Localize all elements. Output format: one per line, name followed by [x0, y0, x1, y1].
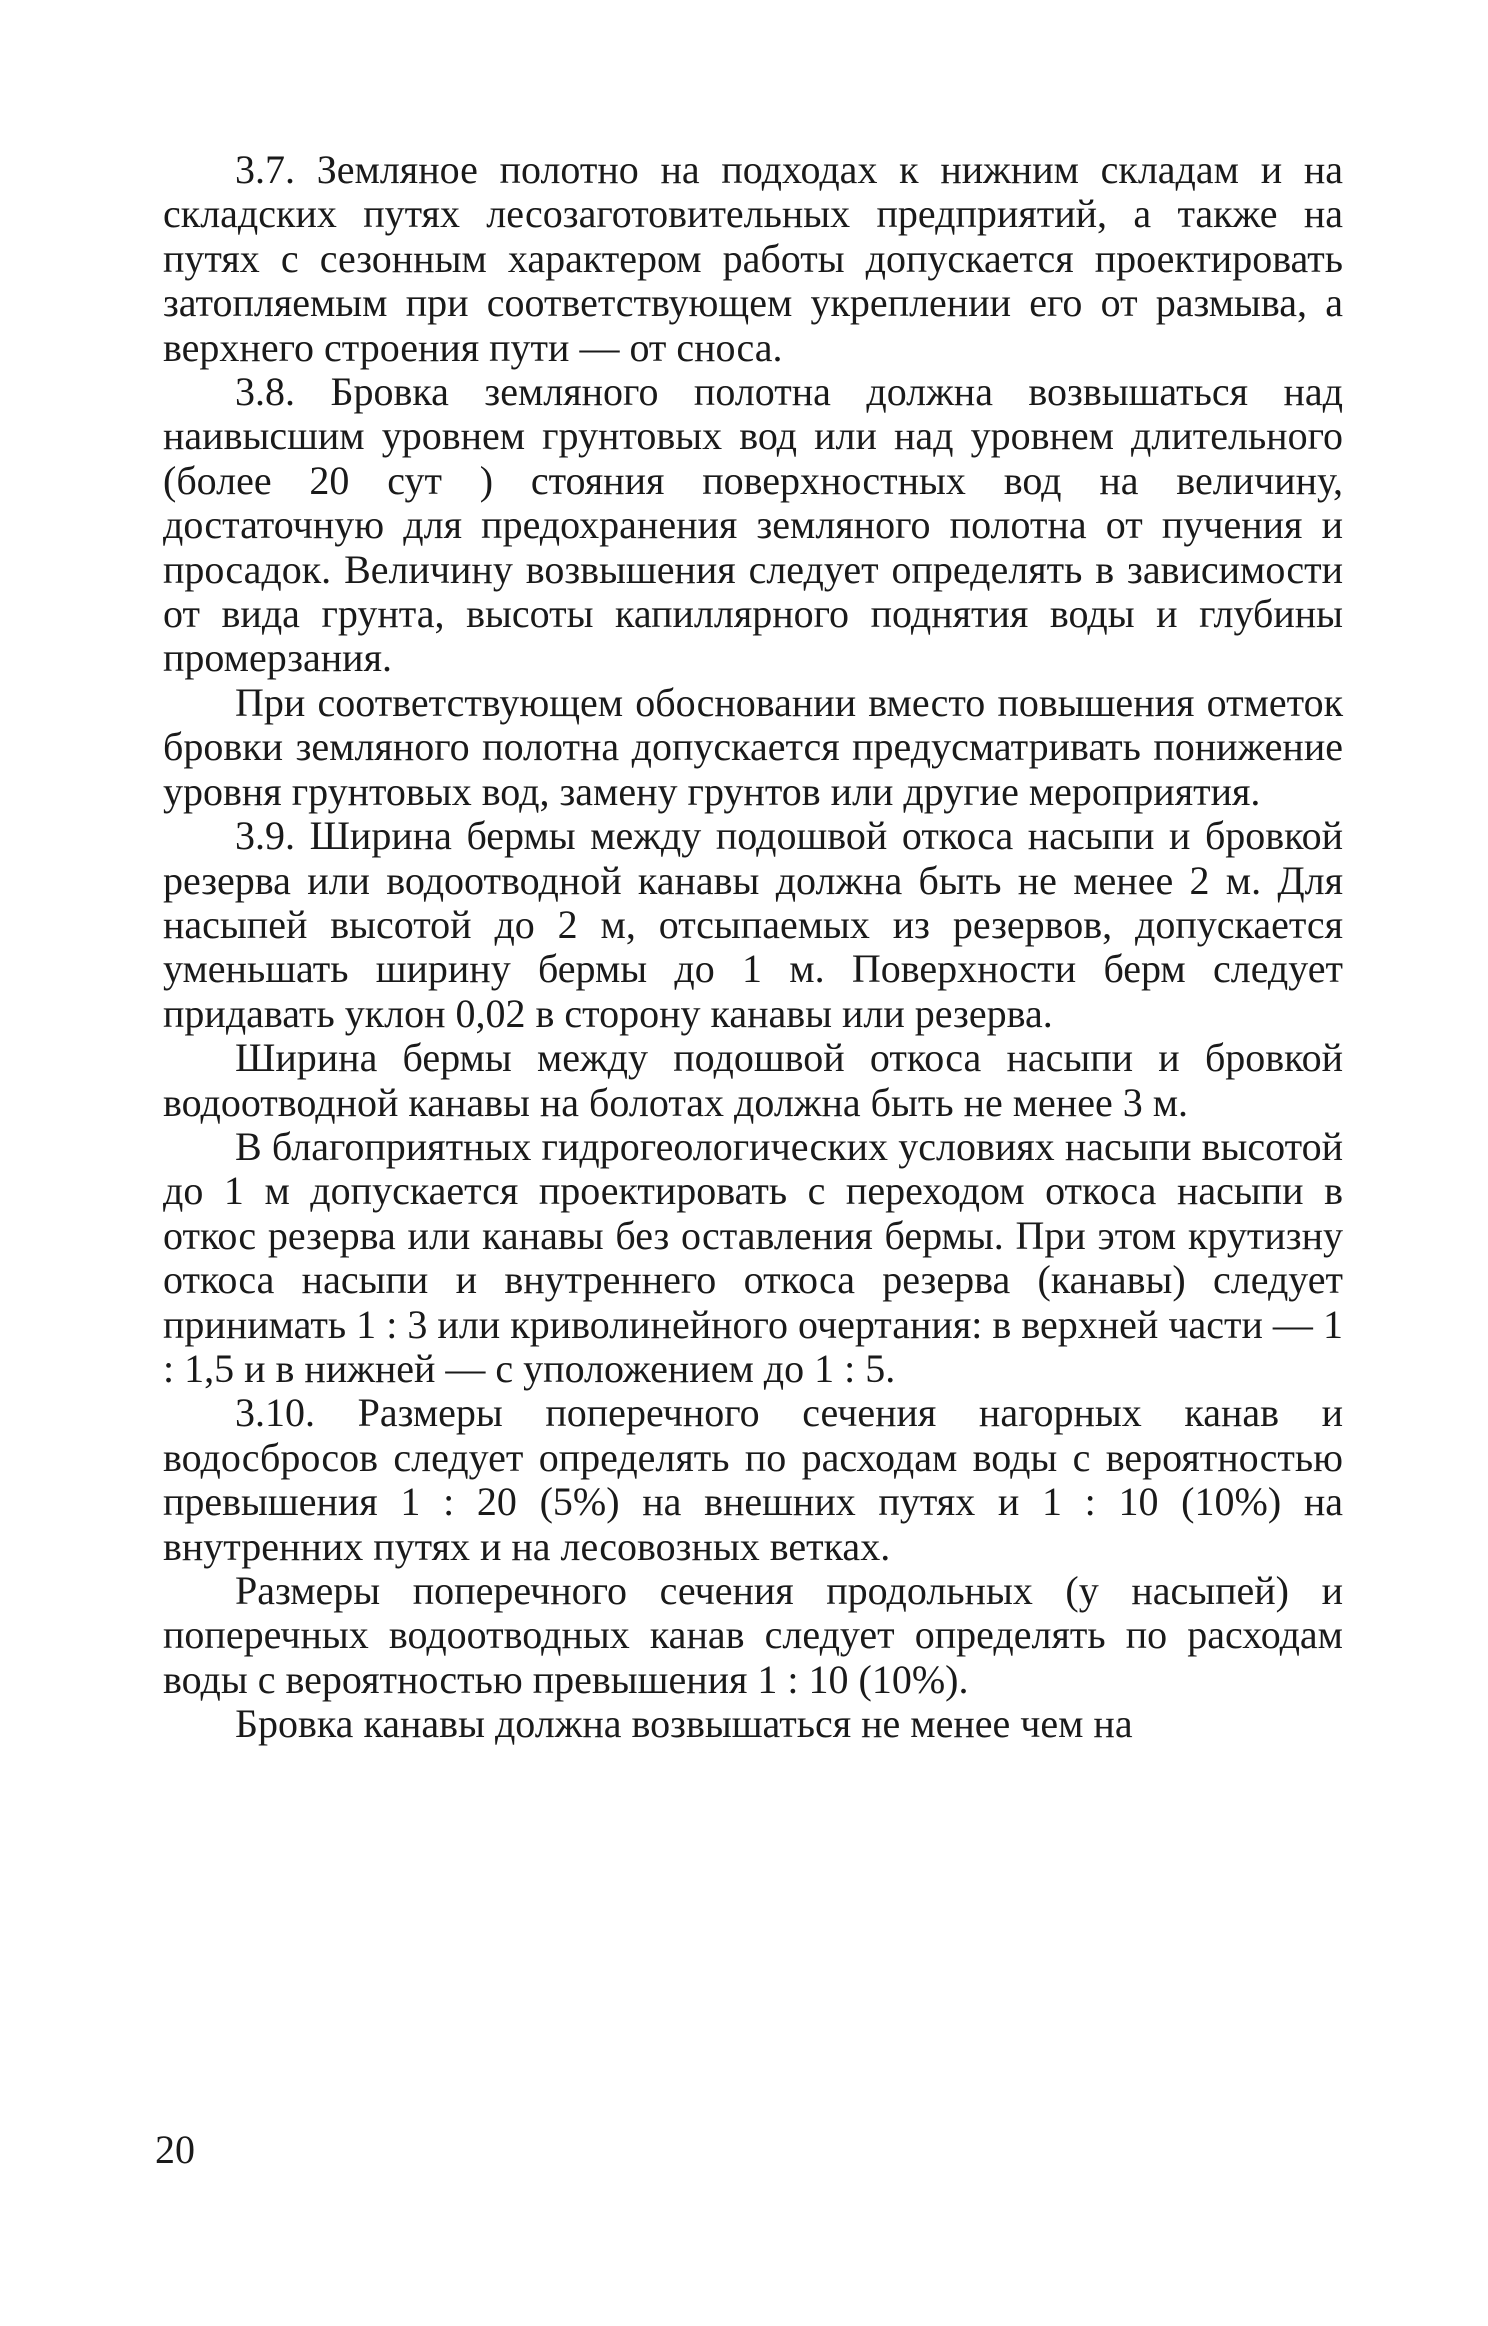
paragraph-3-10-drainage: Размеры поперечного сечения продольных (у насыпей) и поперечных водоотводных канав следует определять по расходам воды с вероятностью превышения 1 : 10 (10%).: [163, 1568, 1343, 1702]
page-number: 20: [155, 2127, 195, 2172]
paragraph-3-9: 3.9. Ширина бермы между подошвой откоса насыпи и бровкой резерва или водоотводной канавы должна быть не менее 2 м. Для насыпей высотой до 2 м, отсыпаемых из резервов, допускается уменьшать ширину бермы до 1 м. Поверхности берм следует придавать уклон 0,02 в сторону канавы или резерва.: [163, 813, 1343, 1036]
paragraph-3-9-swamp: Ширина бермы между подошвой откоса насыпи и бровкой водоотводной канавы на болотах должна быть не менее 3 м.: [163, 1035, 1343, 1125]
paragraph-3-8-note: При соответствующем обосновании вместо повышения отметок бровки земляного полотна допускается предусматривать понижение уровня грунтовых вод, замену грунтов или другие мероприятия.: [163, 679, 1343, 814]
paragraph-3-7: 3.7. Земляное полотно на подходах к нижним складам и на складских путях лесозаготовительных предприятий, а также на путях с сезонным характером работы допускается проектировать затопляемым при соответствующем укреплении его от размыва, а верхнего строения пути — от сноса.: [163, 147, 1343, 370]
paragraph-3-8: 3.8. Бровка земляного полотна должна возвышаться над наивысшим уровнем грунтовых вод или над уровнем длительного (более 20 сут ) стояния поверхностных вод на величину, достаточную для предохранения земляного полотна от пучения и просадок. Величину возвышения следует определять в зависимости от вида грунта, высоты капиллярного поднятия воды и глубины промерзания.: [163, 369, 1343, 681]
paragraph-3-9-favorable: В благоприятных гидрогеологических условиях насыпи высотой до 1 м допускается проектировать с переходом откоса насыпи в откос резерва или канавы без оставления бермы. При этом крутизну откоса насыпи и внутреннего откоса резерва (канавы) следует принимать 1 : 3 или криволинейного очертания: в верхней части — 1 : 1,5 и в нижней — с уположением до 1 : 5.: [163, 1123, 1343, 1391]
paragraph-3-10-edge: Бровка канавы должна возвышаться не менее чем на: [235, 1701, 1133, 1747]
body-text: [163, 148, 1343, 1747]
paragraph-3-10: 3.10. Размеры поперечного сечения нагорных канав и водосбросов следует определять по расходам воды с вероятностью превышения 1 : 20 (5%) на внешних путях и 1 : 10 (10%) на внутренних путях и на лесовозных ветках.: [163, 1390, 1343, 1569]
